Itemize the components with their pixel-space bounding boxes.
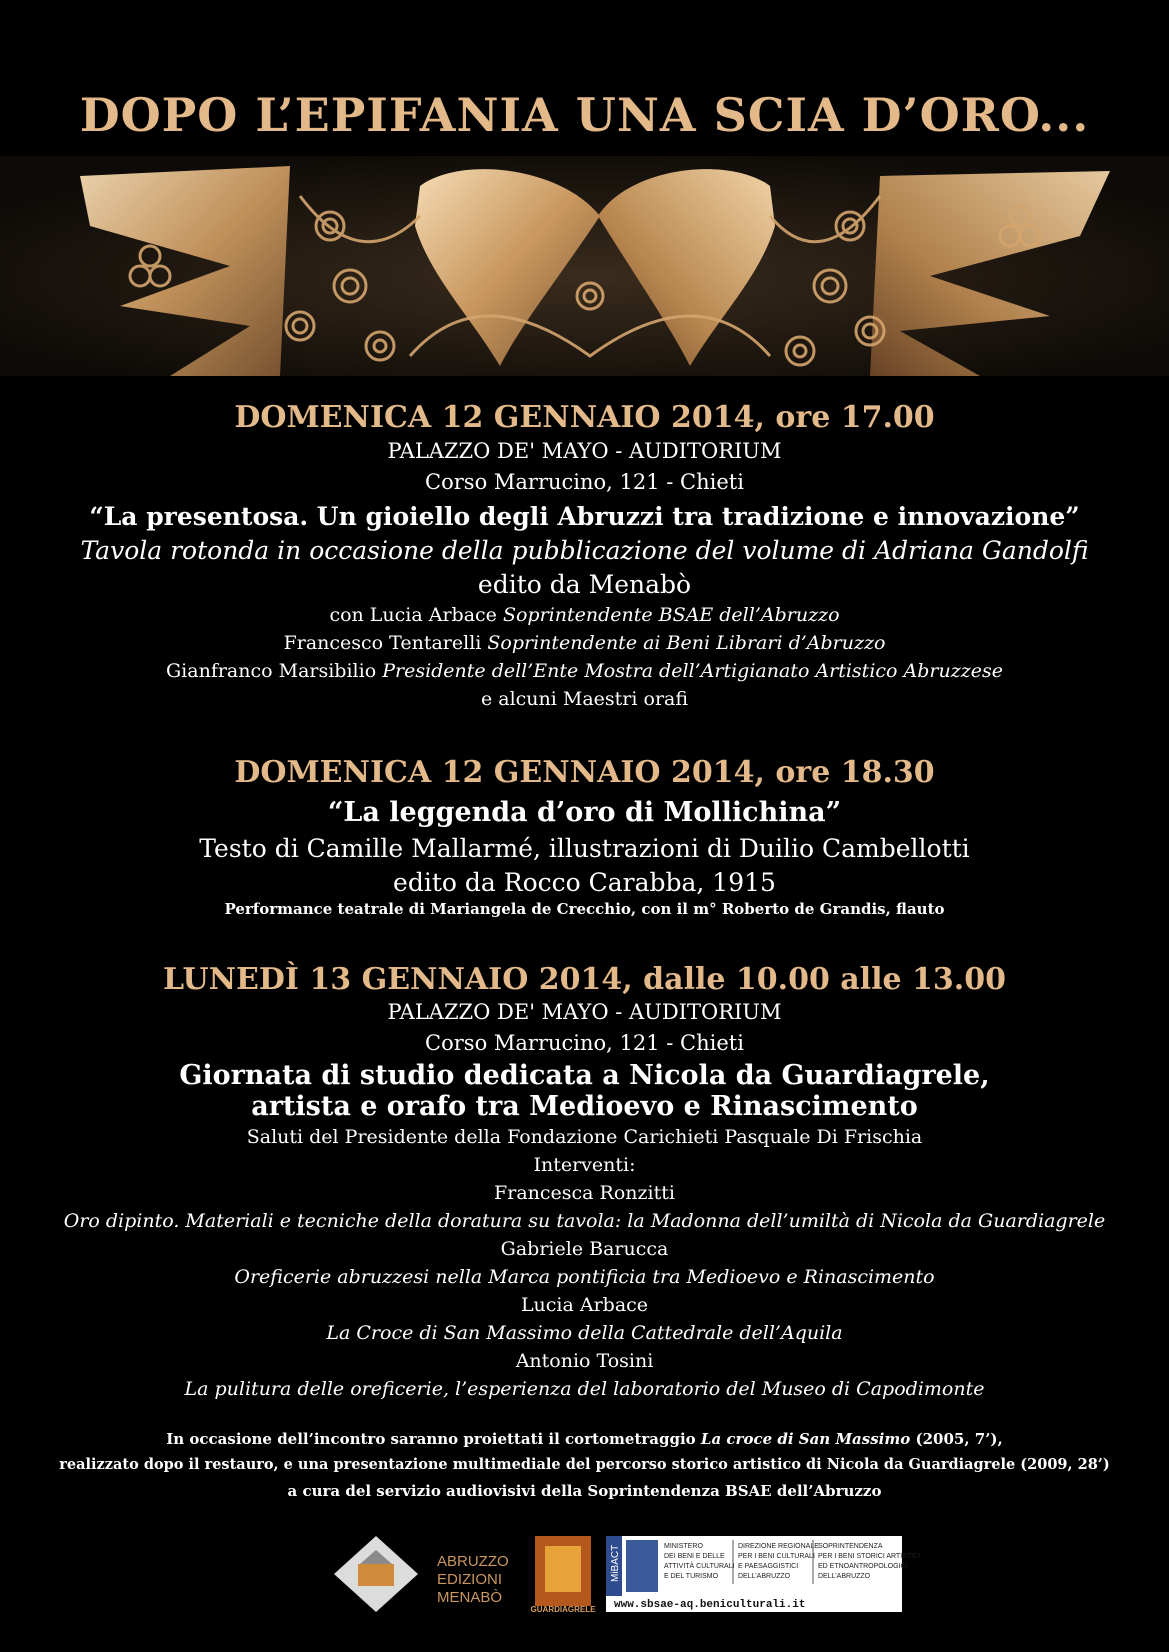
- event3-address: Corso Marrucino, 121 - Chieti: [425, 1031, 744, 1055]
- event2-heading: DOMENICA 12 GENNAIO 2014, ore 18.30: [234, 755, 935, 790]
- event3-study-title-1: Giornata di studio dedicata a Nicola da Guardiagrele,: [179, 1060, 990, 1091]
- soprintendenza-line: SOPRINTENDENZA: [818, 1543, 883, 1550]
- event1-closing: e alcuni Maestri orafi: [480, 688, 689, 710]
- talk-speaker: Gabriele Barucca: [500, 1238, 669, 1260]
- soprintendenza-line: DELL’ABRUZZO: [818, 1573, 871, 1580]
- event1-subtitle: Tavola rotonda in occasione della pubblicazione del volume di Adriana Gandolfi: [80, 536, 1089, 565]
- event3-venue: PALAZZO DE' MAYO - AUDITORIUM: [387, 1000, 782, 1024]
- footer-line-2: realizzato dopo il restauro, e una presentazione multimediale del percorso storico artistico di Nicola da Guardiagrele (2009, 28’): [59, 1456, 1110, 1473]
- soprintendenza-line: ED ETNOANTROPOLOGICI: [818, 1563, 908, 1570]
- ministero-line: E DEL TURISMO: [664, 1573, 719, 1580]
- mibact-logo: [606, 1536, 920, 1612]
- event2-book-title: “La leggenda d’oro di Mollichina”: [327, 797, 842, 828]
- mibact-label: MiBACT: [610, 1544, 621, 1582]
- footer-line-1: In occasione dell’incontro saranno proiettati il cortometraggio La croce di San Massimo (2005, 7’),: [166, 1430, 1003, 1448]
- direzione-line: PER I BENI CULTURALI: [738, 1553, 815, 1560]
- menabo-logo: [437, 1553, 509, 1606]
- talk-speaker: Lucia Arbace: [520, 1294, 649, 1316]
- ministero-line: MINISTERO: [664, 1543, 703, 1550]
- gold-jewel-banner: [0, 156, 1169, 376]
- talk-speaker: Antonio Tosini: [515, 1350, 654, 1372]
- event1-heading: DOMENICA 12 GENNAIO 2014, ore 17.00: [234, 400, 935, 435]
- sponsor-logos: [0, 1534, 1169, 1614]
- ministero-line: DEI BENI E DELLE: [664, 1553, 725, 1560]
- event1-publisher: edito da Menabò: [477, 570, 692, 599]
- event1-speaker-2: Francesco Tentarelli Soprintendente ai Beni Librari d’Abruzzo: [283, 632, 886, 654]
- talk-speaker: Francesca Ronzitti: [494, 1182, 675, 1204]
- guardiagrele-logo: [531, 1536, 597, 1614]
- event2-publisher: edito da Rocco Carabba, 1915: [393, 868, 776, 897]
- sbsae-url-link[interactable]: www.sbsae-aq.beniculturali.it: [614, 1599, 806, 1611]
- event1-venue: PALAZZO DE' MAYO - AUDITORIUM: [387, 439, 782, 463]
- poster-title: DOPO L’EPIFANIA UNA SCIA D’ORO...: [79, 88, 1090, 142]
- menabo-line-2: EDIZIONI: [437, 1571, 503, 1588]
- direzione-line: E PAESAGGISTICI: [738, 1563, 799, 1570]
- event3-greeting: Saluti del Presidente della Fondazione Carichieti Pasquale Di Frischia: [246, 1126, 923, 1148]
- event1-book-title: “La presentosa. Un gioiello degli Abruzzi tra tradizione e innovazione”: [89, 502, 1080, 531]
- event3-interventions-label: Interventi:: [533, 1154, 636, 1176]
- event3-study-title-2: artista e orafo tra Medioevo e Rinascimento: [251, 1091, 918, 1122]
- guardiagrele-label: GUARDIAGRELE: [530, 1605, 596, 1614]
- talk-topic: Oreficerie abruzzesi nella Marca pontificia tra Medioevo e Rinascimento: [234, 1266, 935, 1288]
- sponsor-logos-svg: [0, 1534, 1169, 1614]
- menabo-line-1: ABRUZZO: [437, 1553, 509, 1570]
- presentosa-jewel-image: [0, 156, 1169, 376]
- direzione-line: DIREZIONE REGIONALE: [738, 1543, 819, 1550]
- soprintendenza-line: PER I BENI STORICI ARTISTICI: [818, 1553, 921, 1560]
- event1-speaker-3: Gianfranco Marsibilio Presidente dell’Ente Mostra dell’Artigianato Artistico Abruzzese: [166, 660, 1003, 682]
- event2-performance: Performance teatrale di Mariangela de Crecchio, con il m° Roberto de Grandis, flauto: [224, 900, 945, 918]
- direzione-line: DELL’ABRUZZO: [738, 1573, 791, 1580]
- talk-topic: La pulitura delle oreficerie, l’esperienza del laboratorio del Museo di Capodimonte: [184, 1378, 985, 1400]
- event1-address: Corso Marrucino, 121 - Chieti: [425, 470, 744, 494]
- event2-text: Testo di Camille Mallarmé, illustrazioni di Duilio Cambellotti: [199, 834, 970, 863]
- talk-topic: Oro dipinto. Materiali e tecniche della doratura su tavola: la Madonna dell’umiltà di Nicola da Guardiagrele: [63, 1210, 1106, 1232]
- talk-topic: La Croce di San Massimo della Cattedrale dell’Aquila: [326, 1322, 843, 1344]
- menabo-line-3: MENABÒ: [437, 1589, 503, 1606]
- event1-speaker-1: con Lucia Arbace Soprintendente BSAE dell’Abruzzo: [329, 604, 840, 626]
- footer-line-3: a cura del servizio audiovisivi della Soprintendenza BSAE dell’Abruzzo: [287, 1482, 882, 1500]
- fondazione-carichieti-logo: [334, 1536, 418, 1612]
- ministero-line: ATTIVITÀ CULTURALI: [664, 1563, 735, 1570]
- event3-heading: LUNEDÌ 13 GENNAIO 2014, dalle 10.00 alle 13.00: [162, 962, 1007, 997]
